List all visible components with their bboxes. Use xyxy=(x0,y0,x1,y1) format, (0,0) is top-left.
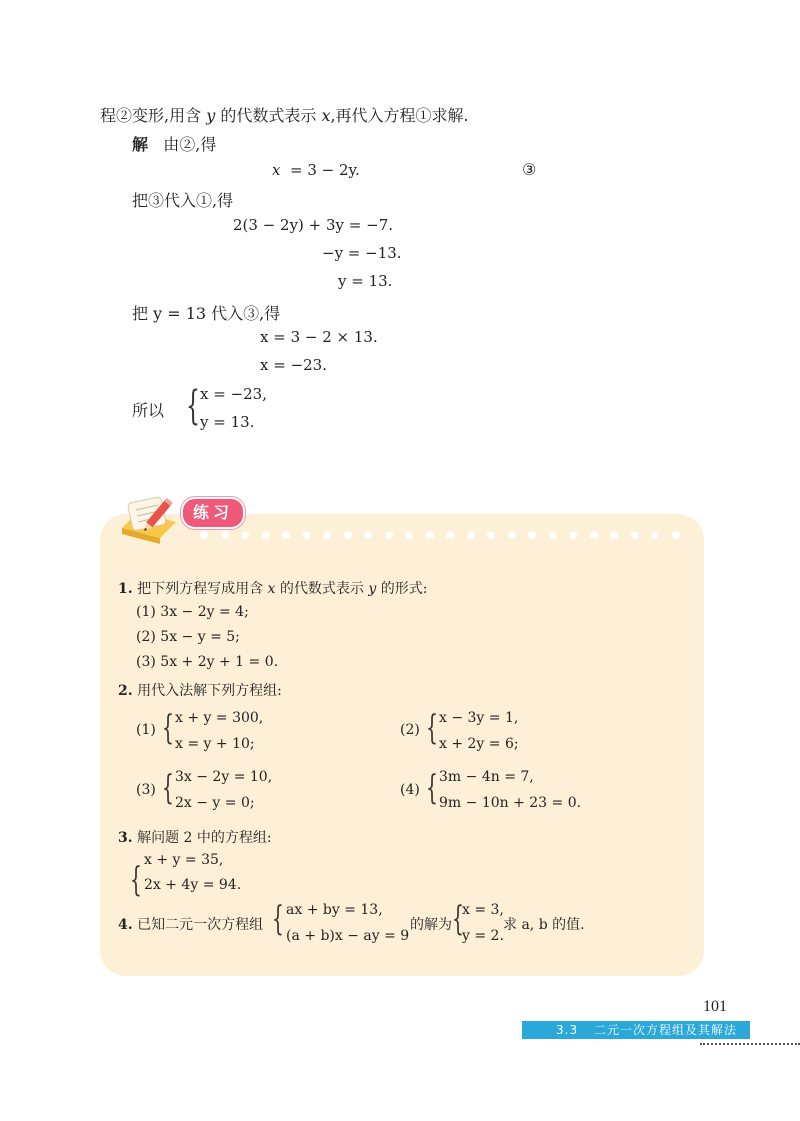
equation-3: x = 3 − 2y. xyxy=(272,161,360,179)
dot-decoration xyxy=(323,531,331,539)
left-brace: { xyxy=(162,708,174,748)
result-y: y = 13. xyxy=(200,413,255,431)
dot-decoration xyxy=(528,531,536,539)
intro-line: 程②变形,用含 y 的代数式表示 x,再代入方程①求解. xyxy=(100,106,469,125)
dot-decoration xyxy=(344,531,352,539)
q4-system-eq-a: ax + by = 13, xyxy=(286,902,383,918)
dot-decoration xyxy=(487,531,495,539)
dot-decoration xyxy=(405,531,413,539)
left-brace: { xyxy=(426,708,438,748)
question-4-text-a: 4. 已知二元一次方程组 xyxy=(118,917,264,933)
dotted-divider xyxy=(700,1043,800,1045)
solution-step-3: 把 y = 13 代入③,得 xyxy=(132,304,281,323)
q2-system-3-eq-b: 2x − y = 0; xyxy=(175,795,255,811)
page-number: 101 xyxy=(703,998,727,1015)
q4-system-eq-b: (a + b)x − ay = 9 xyxy=(286,928,410,944)
equation-line-c: y = 13. xyxy=(338,272,393,290)
question-4-text-c: 求 a, b 的值. xyxy=(503,917,585,933)
q2-system-3-eq-a: 3x − 2y = 10, xyxy=(175,769,273,785)
question-4-text-b: 的解为 xyxy=(410,917,452,933)
q3-eq-a: x + y = 35, xyxy=(144,852,224,868)
equation-line-e: x = −23. xyxy=(260,356,327,374)
left-brace: { xyxy=(162,768,174,808)
q4-solution-eq-a: x = 3, xyxy=(462,902,504,918)
left-brace: { xyxy=(130,860,142,900)
q1-item-3: (3) 5x + 2y + 1 = 0. xyxy=(136,654,279,670)
q2-system-3-label: (3) xyxy=(136,782,156,798)
q2-system-2-eq-a: x − 3y = 1, xyxy=(439,710,519,726)
equation-line-a: 2(3 − 2y) + 3y = −7. xyxy=(233,216,394,234)
q2-system-4-label: (4) xyxy=(400,782,420,798)
practice-badge: 练习 xyxy=(181,497,245,529)
left-brace: { xyxy=(426,768,438,808)
question-1: 1. 把下列方程写成用含 x 的代数式表示 y 的形式: xyxy=(118,581,428,597)
dot-decoration xyxy=(446,531,454,539)
section-bar xyxy=(522,1021,750,1039)
dot-decoration xyxy=(590,531,598,539)
left-brace: { xyxy=(186,383,200,429)
q2-system-4-eq-a: 3m − 4n = 7, xyxy=(439,769,534,785)
dot-decoration xyxy=(569,531,577,539)
result-x: x = −23, xyxy=(200,385,267,403)
solution-step-1: 解 由②,得 xyxy=(132,135,217,154)
q1-item-2: (2) 5x − y = 5; xyxy=(136,629,240,645)
section-number: 3.3 xyxy=(556,1023,579,1037)
q2-system-1-eq-b: x = y + 10; xyxy=(175,736,255,752)
dots-decoration xyxy=(200,531,690,543)
conclusion-label: 所以 xyxy=(132,401,165,420)
question-3: 3. 解问题 2 中的方程组: xyxy=(118,830,272,846)
solution-label: 解 xyxy=(132,135,149,154)
q3-eq-b: 2x + 4y = 94. xyxy=(144,877,242,893)
dot-decoration xyxy=(631,531,639,539)
dot-decoration xyxy=(672,531,680,539)
dot-decoration xyxy=(303,531,311,539)
dot-decoration xyxy=(282,531,290,539)
dot-decoration xyxy=(200,531,208,539)
dot-decoration xyxy=(385,531,393,539)
q4-solution-eq-b: y = 2. xyxy=(462,928,504,944)
left-brace: { xyxy=(452,899,464,939)
dot-decoration xyxy=(651,531,659,539)
question-2: 2. 用代入法解下列方程组: xyxy=(118,683,282,699)
q2-system-2-eq-b: x + 2y = 6; xyxy=(439,736,519,752)
pencil-icon xyxy=(116,492,188,556)
dot-decoration xyxy=(426,531,434,539)
dot-decoration xyxy=(508,531,516,539)
dot-decoration xyxy=(364,531,372,539)
equation-line-b: −y = −13. xyxy=(322,244,402,262)
solution-step-2: 把③代入①,得 xyxy=(132,191,234,210)
q2-system-1-label: (1) xyxy=(136,722,156,738)
dot-decoration xyxy=(221,531,229,539)
q2-system-4-eq-b: 9m − 10n + 23 = 0. xyxy=(439,795,582,811)
equation-line-d: x = 3 − 2 × 13. xyxy=(260,328,378,346)
left-brace: { xyxy=(272,899,284,939)
dot-decoration xyxy=(467,531,475,539)
q1-item-1: (1) 3x − 2y = 4; xyxy=(136,604,249,620)
q2-system-2-label: (2) xyxy=(400,722,420,738)
equation-tag-3: ③ xyxy=(522,160,537,179)
dot-decoration xyxy=(549,531,557,539)
dot-decoration xyxy=(262,531,270,539)
dot-decoration xyxy=(241,531,249,539)
section-title: 二元一次方程组及其解法 xyxy=(594,1023,738,1037)
q2-system-1-eq-a: x + y = 300, xyxy=(175,710,264,726)
dot-decoration xyxy=(610,531,618,539)
